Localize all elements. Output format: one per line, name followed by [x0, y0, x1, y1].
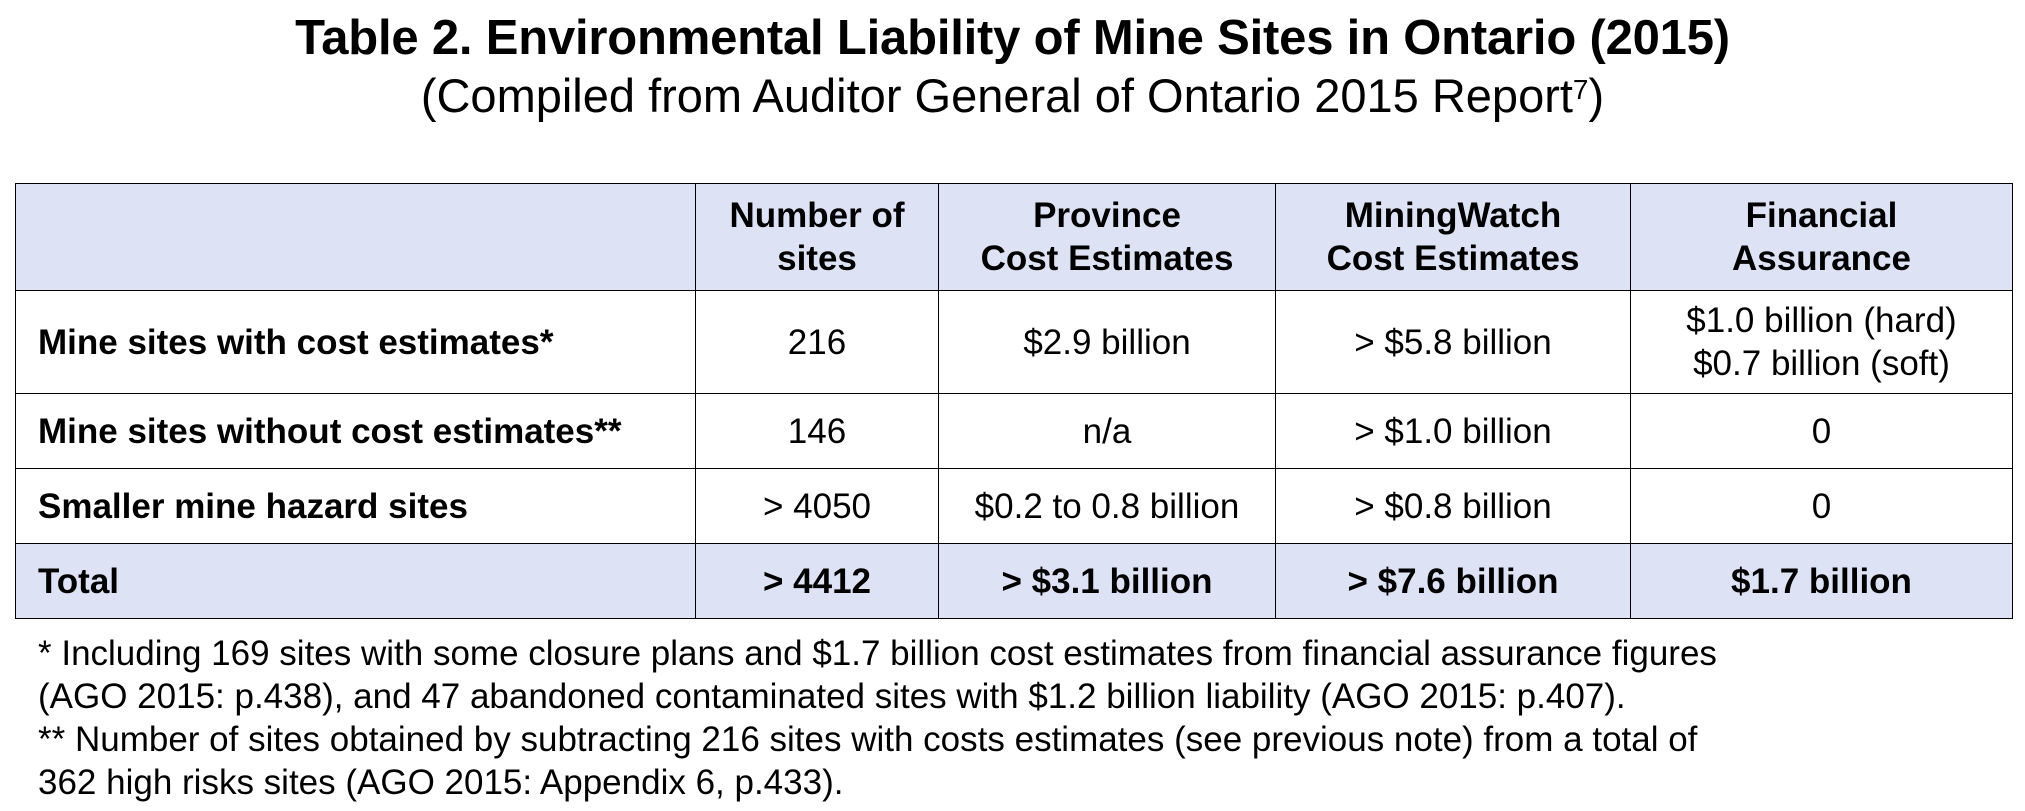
cell-financial-assurance: 0	[1631, 469, 2013, 544]
table-header-row	[16, 184, 2013, 291]
footnote-line: ** Number of sites obtained by subtracting 216 sites with costs estimates (see previous note) from a total of	[38, 720, 1698, 759]
header-line: Number of	[729, 196, 905, 235]
assurance-line: $0.7 billion (soft)	[1693, 344, 1950, 383]
row-label: Smaller mine hazard sites	[16, 469, 696, 544]
table-row	[16, 291, 2013, 394]
subtitle-text: (Compiled from Auditor General of Ontario 2015 Report	[420, 69, 1573, 122]
footnote-reference: 7	[1572, 74, 1589, 105]
total-sites: > 4412	[696, 544, 939, 619]
cell-sites: 216	[696, 291, 939, 394]
header-line: Cost Estimates	[980, 239, 1234, 278]
table-footnotes	[38, 632, 1998, 804]
header-miningwatch-cost-estimates	[1276, 184, 1631, 291]
cell-miningwatch-estimate: > $1.0 billion	[1276, 394, 1631, 469]
cell-financial-assurance	[1631, 291, 2013, 394]
header-line: Province	[1033, 196, 1181, 235]
cell-province-estimate: $2.9 billion	[939, 291, 1276, 394]
cell-sites: 146	[696, 394, 939, 469]
row-label: Mine sites without cost estimates**	[16, 394, 696, 469]
assurance-line: $1.0 billion (hard)	[1686, 301, 1957, 340]
total-miningwatch-estimate: > $7.6 billion	[1276, 544, 1631, 619]
total-financial-assurance: $1.7 billion	[1631, 544, 2013, 619]
header-number-of-sites	[696, 184, 939, 291]
cell-sites: > 4050	[696, 469, 939, 544]
header-line: Financial	[1745, 196, 1898, 235]
table-row	[16, 394, 2013, 469]
liability-table	[15, 183, 2013, 619]
header-cell-empty	[16, 184, 696, 291]
cell-miningwatch-estimate: > $0.8 billion	[1276, 469, 1631, 544]
header-financial-assurance	[1631, 184, 2013, 291]
cell-province-estimate: n/a	[939, 394, 1276, 469]
header-line: sites	[777, 239, 857, 278]
total-province-estimate: > $3.1 billion	[939, 544, 1276, 619]
subtitle-close: )	[1588, 69, 1605, 122]
footnote-line: 362 high risks sites (AGO 2015: Appendix 6, p.433).	[38, 763, 844, 802]
table-subtitle	[0, 66, 2025, 126]
cell-province-estimate: $0.2 to 0.8 billion	[939, 469, 1276, 544]
table-title: Table 2. Environmental Liability of Mine Sites in Ontario (2015)	[295, 11, 1730, 65]
header-line: Cost Estimates	[1326, 239, 1580, 278]
cell-miningwatch-estimate: > $5.8 billion	[1276, 291, 1631, 394]
cell-financial-assurance: 0	[1631, 394, 2013, 469]
header-province-cost-estimates	[939, 184, 1276, 291]
total-label: Total	[16, 544, 696, 619]
table-total-row	[16, 544, 2013, 619]
footnote-line: * Including 169 sites with some closure plans and $1.7 billion cost estimates from financial assurance figures	[38, 634, 1717, 673]
footnote-line: (AGO 2015: p.438), and 47 abandoned contaminated sites with $1.2 billion liability (AGO 2015: p.407).	[38, 677, 1626, 716]
table-row	[16, 469, 2013, 544]
row-label: Mine sites with cost estimates*	[16, 291, 696, 394]
header-line: MiningWatch	[1344, 196, 1562, 235]
header-line: Assurance	[1732, 239, 1911, 278]
